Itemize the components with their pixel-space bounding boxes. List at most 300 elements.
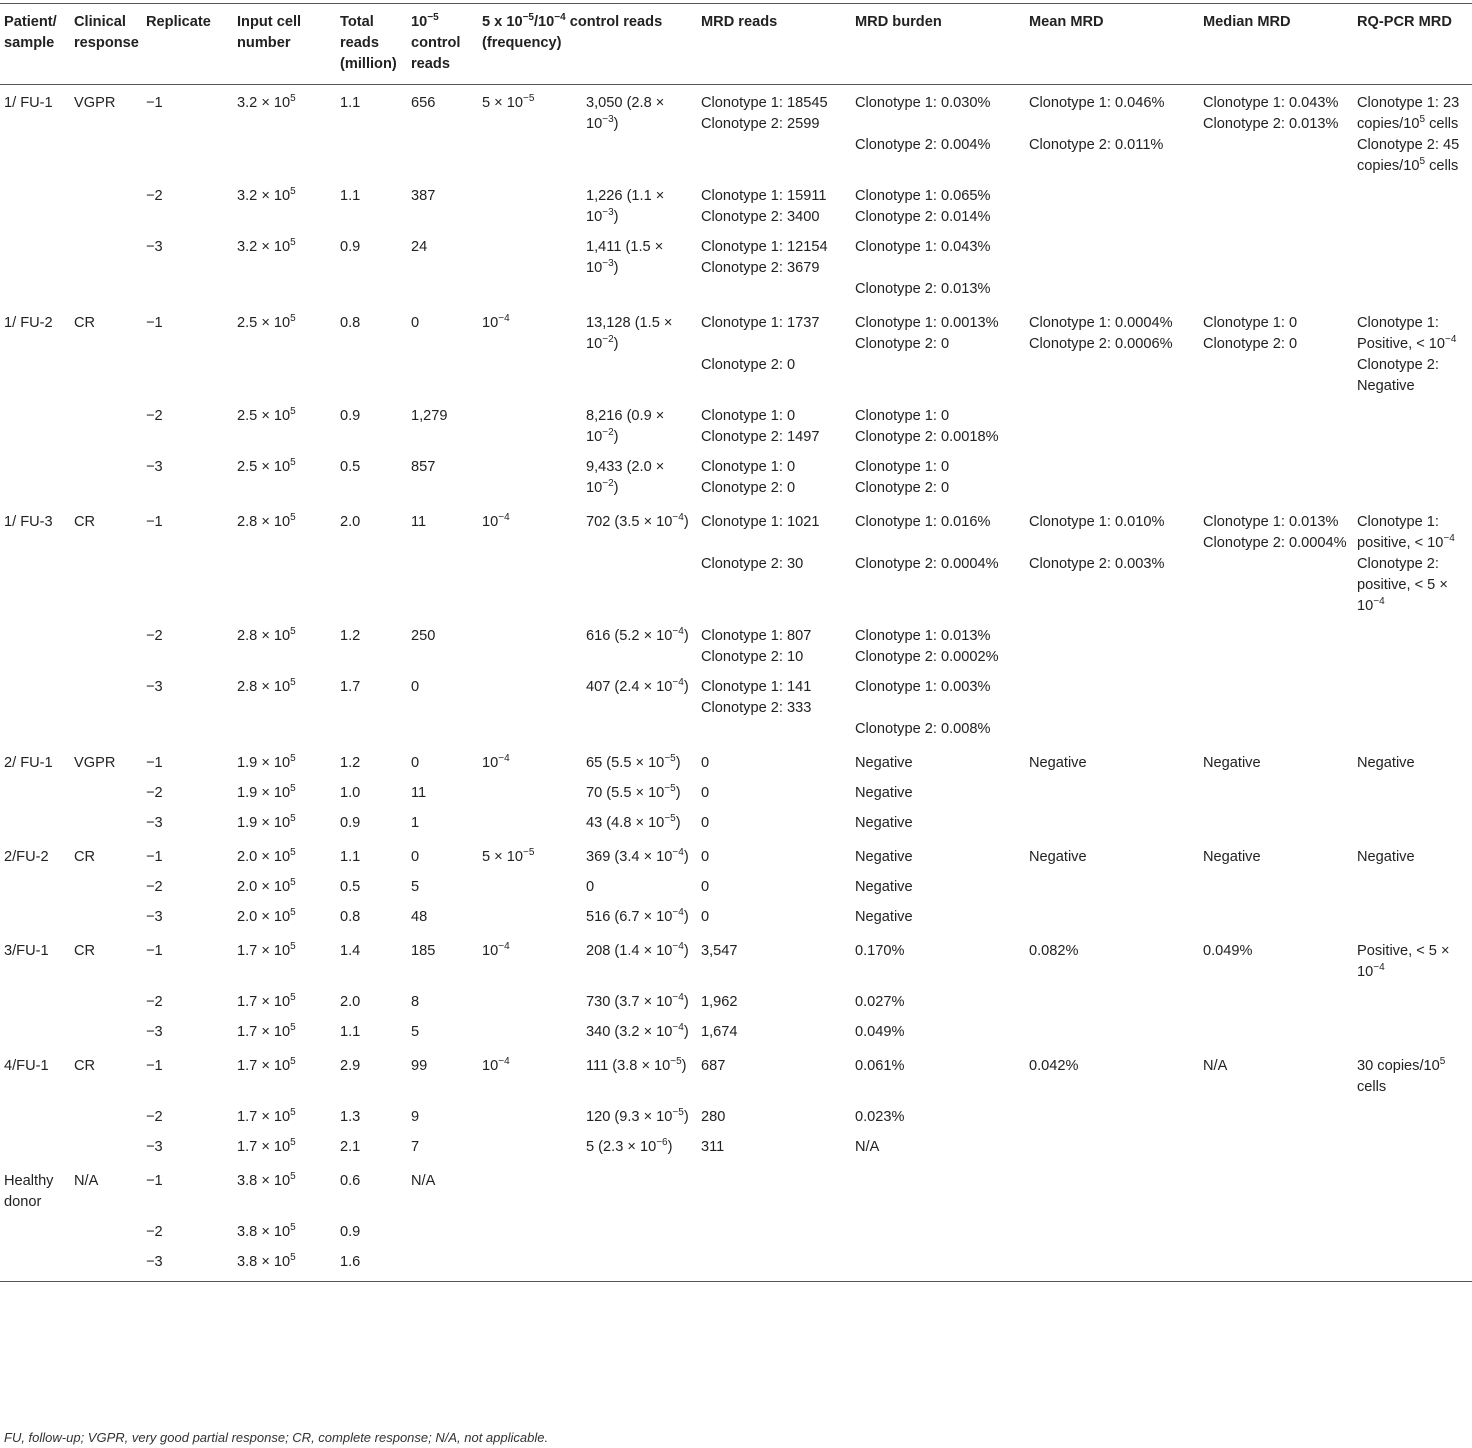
cell-patient xyxy=(0,1218,70,1248)
table-row xyxy=(0,779,1472,809)
cell-line xyxy=(855,114,1023,135)
cell-burden xyxy=(851,1103,1025,1133)
cell-total: 0.6 xyxy=(340,1173,361,1189)
cell-mrdreads xyxy=(697,1018,851,1048)
cell-freq xyxy=(582,1163,697,1218)
cell-ctrl5: N/A xyxy=(411,1173,436,1189)
cell-replicate: −2 xyxy=(146,188,163,204)
cell-replicate: −2 xyxy=(146,628,163,644)
cell-burden xyxy=(851,903,1025,933)
header-replicate: Replicate xyxy=(142,4,233,85)
table-row xyxy=(0,504,1472,622)
cell-burden xyxy=(851,402,1025,453)
cell-line: Negative xyxy=(1357,755,1415,771)
cell-rqpcr xyxy=(1353,1163,1472,1218)
cell-line: Clonotype 2: 3679 xyxy=(701,260,820,276)
cell-total: 0.9 xyxy=(340,815,361,831)
cell-mean xyxy=(1025,903,1199,933)
cell-line: Clonotype 2: 0 xyxy=(1203,336,1298,352)
cell-mrdreads xyxy=(697,305,851,402)
cell-mrdreads xyxy=(697,85,851,183)
cell-patient xyxy=(0,622,70,673)
cell-ctrl5: 24 xyxy=(411,239,428,255)
cell-response xyxy=(70,233,142,305)
cell-line: Clonotype 2: 0.0004% xyxy=(1203,535,1347,551)
cell-mean xyxy=(1025,988,1199,1018)
cell-mrdreads xyxy=(697,622,851,673)
cell-line: Clonotype 2: 0.003% xyxy=(1029,556,1165,572)
cell-patient xyxy=(0,1018,70,1048)
cell-rqpcr xyxy=(1353,673,1472,745)
cell-input: $1.7 \times 10^5$ xyxy=(237,1056,296,1074)
cell-replicate: −1 xyxy=(146,1058,163,1074)
cell-line: Clonotype 1: 0.046% xyxy=(1029,95,1165,111)
cell-ctrl5: 1 xyxy=(411,815,420,831)
table-row xyxy=(0,933,1472,988)
cell-line: Negative xyxy=(855,755,913,771)
cell-freq: 516 $(6.7 \times 10^{-4})$ xyxy=(586,907,689,925)
cell-median xyxy=(1199,1048,1353,1103)
cell-patient: Healthy donor xyxy=(4,1173,54,1210)
cell-line: 30 copies/$10^5$ cells xyxy=(1357,1056,1446,1095)
table-row xyxy=(0,745,1472,779)
cell-mean xyxy=(1025,504,1199,622)
cell-freqlevel: $10^{-4}$ xyxy=(482,512,510,530)
cell-line: Clonotype 1: 807 xyxy=(701,628,812,644)
table-row xyxy=(0,1163,1472,1218)
cell-median xyxy=(1199,1103,1353,1133)
cell-median xyxy=(1199,988,1353,1018)
cell-line xyxy=(1029,533,1197,554)
cell-mrdreads xyxy=(697,779,851,809)
cell-input: $2.8 \times 10^5$ xyxy=(237,677,296,695)
cell-median xyxy=(1199,779,1353,809)
cell-line: Clonotype 1: 23 copies/$10^5$ cells xyxy=(1357,95,1460,132)
header-ctrl5: $10^{-5}$ control reads xyxy=(407,4,478,85)
cell-line: Clonotype 1: 18545 xyxy=(701,95,828,111)
cell-rqpcr xyxy=(1353,933,1472,988)
cell-input: $3.8 \times 10^5$ xyxy=(237,1222,296,1240)
cell-line: Clonotype 1: 0.0004% xyxy=(1029,315,1173,331)
cell-line: Negative xyxy=(855,785,913,801)
cell-mean xyxy=(1025,233,1199,305)
cell-freqlevel xyxy=(478,1018,582,1048)
cell-input: $3.2 \times 10^5$ xyxy=(237,93,296,111)
cell-input: $2.0 \times 10^5$ xyxy=(237,907,296,925)
cell-response: CR xyxy=(74,514,96,530)
cell-total: 1.2 xyxy=(340,628,361,644)
cell-total: 1.1 xyxy=(340,188,361,204)
cell-input: $3.8 \times 10^5$ xyxy=(237,1171,296,1189)
table-row xyxy=(0,1218,1472,1248)
cell-mrdreads xyxy=(697,453,851,504)
cell-total: 0.9 xyxy=(340,408,361,424)
cell-response xyxy=(70,673,142,745)
cell-input: $3.2 \times 10^5$ xyxy=(237,186,296,204)
cell-response xyxy=(70,903,142,933)
cell-ctrl5 xyxy=(407,1248,478,1282)
cell-line: Clonotype 1: Positive, < $10^{-4}$ xyxy=(1357,315,1457,352)
header-freq: 5 x $10^{-5}/10^{-4}$ control reads (frequency) xyxy=(478,4,697,85)
cell-median xyxy=(1199,402,1353,453)
cell-input: $3.8 \times 10^5$ xyxy=(233,1248,336,1282)
cell-line: Clonotype 2: 0.0018% xyxy=(855,429,999,445)
cell-mrdreads xyxy=(697,182,851,233)
cell-patient xyxy=(0,1103,70,1133)
cell-total: 1.4 xyxy=(340,943,361,959)
cell-ctrl5: 5 xyxy=(411,879,420,895)
cell-line: Clonotype 1: 0 xyxy=(855,459,950,475)
cell-burden xyxy=(851,85,1025,183)
cell-line xyxy=(701,334,849,355)
cell-replicate: −2 xyxy=(146,408,163,424)
cell-line xyxy=(855,698,1023,719)
cell-response xyxy=(70,1218,142,1248)
cell-ctrl5: 1,279 xyxy=(411,408,448,424)
table-row xyxy=(0,233,1472,305)
cell-line xyxy=(1029,114,1197,135)
cell-total: 2.9 xyxy=(340,1058,361,1074)
cell-burden xyxy=(851,1163,1025,1218)
cell-ctrl5: 0 xyxy=(411,679,420,695)
cell-median xyxy=(1199,622,1353,673)
cell-burden xyxy=(851,182,1025,233)
cell-response xyxy=(70,809,142,839)
cell-ctrl5: 48 xyxy=(411,909,428,925)
cell-line: Clonotype 1: 0 xyxy=(701,459,796,475)
cell-median xyxy=(1199,1133,1353,1163)
cell-freq: 3,050 $(2.8 \times 10^{-3})$ xyxy=(586,95,665,132)
cell-mrdreads xyxy=(697,988,851,1018)
cell-mrdreads xyxy=(697,1218,851,1248)
cell-mrdreads xyxy=(697,809,851,839)
cell-median xyxy=(1199,305,1353,402)
cell-patient xyxy=(0,673,70,745)
cell-line: 0 xyxy=(701,879,710,895)
cell-line: Clonotype 1: 0 xyxy=(701,408,796,424)
cell-mean xyxy=(1025,622,1199,673)
cell-line: Clonotype 2: 30 xyxy=(701,556,804,572)
cell-response xyxy=(70,1133,142,1163)
cell-rqpcr xyxy=(1353,402,1472,453)
cell-response xyxy=(70,1018,142,1048)
cell-freq: 13,128 $(1.5 \times 10^{-2})$ xyxy=(586,315,673,352)
cell-burden xyxy=(851,779,1025,809)
header-mrdreads: MRD reads xyxy=(697,4,851,85)
cell-total: 1.2 xyxy=(340,755,361,771)
cell-input: $2.5 \times 10^5$ xyxy=(237,406,296,424)
cell-rqpcr xyxy=(1353,622,1472,673)
table-row xyxy=(0,85,1472,183)
cell-mean xyxy=(1025,839,1199,873)
cell-burden xyxy=(851,233,1025,305)
cell-total: 1.7 xyxy=(340,679,361,695)
cell-freqlevel xyxy=(478,1163,582,1218)
cell-rqpcr xyxy=(1353,305,1472,402)
cell-ctrl5: 9 xyxy=(411,1109,420,1125)
cell-total: 0.9 xyxy=(340,1224,361,1240)
table-row xyxy=(0,1103,1472,1133)
cell-line: 687 xyxy=(701,1058,726,1074)
cell-freq: 65 $(5.5 \times 10^{-5})$ xyxy=(586,753,681,771)
cell-input: $2.8 \times 10^5$ xyxy=(237,626,296,644)
cell-freq: 1,226 $(1.1 \times 10^{-3})$ xyxy=(586,188,665,225)
cell-median xyxy=(1199,1248,1353,1282)
cell-line xyxy=(701,533,849,554)
cell-freqlevel: $10^{-4}$ xyxy=(482,941,510,959)
header-total: Total reads (million) xyxy=(336,4,407,85)
cell-ctrl5: 7 xyxy=(411,1139,420,1155)
table-row xyxy=(0,1133,1472,1163)
cell-response: CR xyxy=(74,943,96,959)
cell-ctrl5: 11 xyxy=(411,514,427,530)
cell-freq: 5 $(2.3 \times 10^{-6})$ xyxy=(586,1137,673,1155)
cell-response xyxy=(70,779,142,809)
cell-line: Clonotype 1: positive, < $10^{-4}$ xyxy=(1357,514,1455,551)
cell-replicate: −1 xyxy=(146,1173,163,1189)
cell-ctrl5: 656 xyxy=(411,95,436,111)
cell-burden xyxy=(851,839,1025,873)
cell-total: 2.0 xyxy=(340,994,361,1010)
cell-freq: 616 $(5.2 \times 10^{-4})$ xyxy=(586,626,689,644)
cell-line: Clonotype 2: 0.004% xyxy=(855,137,991,153)
cell-mrdreads xyxy=(697,1048,851,1103)
cell-mrdreads xyxy=(697,903,851,933)
cell-rqpcr xyxy=(1353,873,1472,903)
cell-line: Clonotype 2: positive, < $5 \times 10^{-4}$ xyxy=(1357,556,1448,614)
cell-mean xyxy=(1025,1103,1199,1133)
cell-line: 3,547 xyxy=(701,943,738,959)
cell-freq: 208 $(1.4 \times 10^{-4})$ xyxy=(586,941,689,959)
cell-total: 1.1 xyxy=(340,849,361,865)
cell-line: Clonotype 1: 0.043% xyxy=(855,239,991,255)
table-row xyxy=(0,673,1472,745)
cell-mrdreads xyxy=(697,933,851,988)
cell-ctrl5: 250 xyxy=(411,628,436,644)
cell-replicate: −1 xyxy=(146,95,163,111)
table-row xyxy=(0,1018,1472,1048)
cell-input: $2.5 \times 10^5$ xyxy=(237,313,296,331)
cell-mean xyxy=(1025,933,1199,988)
cell-burden xyxy=(851,305,1025,402)
cell-total: 1.3 xyxy=(340,1109,361,1125)
cell-total: 2.1 xyxy=(340,1139,361,1155)
cell-mean xyxy=(1025,1048,1199,1103)
cell-line: Clonotype 2: 0.008% xyxy=(855,721,991,737)
cell-median xyxy=(1199,453,1353,504)
cell-line: Clonotype 1: 0.016% xyxy=(855,514,991,530)
cell-mrdreads xyxy=(697,233,851,305)
cell-line: 311 xyxy=(701,1139,725,1155)
cell-input: $2.8 \times 10^5$ xyxy=(237,512,296,530)
cell-freq: 9,433 $(2.0 \times 10^{-2})$ xyxy=(586,459,665,496)
cell-line: Clonotype 1: 1737 xyxy=(701,315,820,331)
cell-replicate: −1 xyxy=(146,514,163,530)
cell-ctrl5: 0 xyxy=(411,315,420,331)
cell-rqpcr xyxy=(1353,1048,1472,1103)
cell-line: Clonotype 2: 10 xyxy=(701,649,804,665)
cell-line: Clonotype 2: 0.0006% xyxy=(1029,336,1173,352)
cell-input: $1.7 \times 10^5$ xyxy=(237,1022,296,1040)
cell-line: 0 xyxy=(701,909,710,925)
cell-median xyxy=(1199,903,1353,933)
cell-replicate: −3 xyxy=(146,679,163,695)
cell-patient xyxy=(0,809,70,839)
cell-replicate: −2 xyxy=(146,1224,163,1240)
table-row xyxy=(0,809,1472,839)
cell-line: Clonotype 2: 2599 xyxy=(701,116,820,132)
cell-line: Negative xyxy=(855,849,913,865)
cell-ctrl5: 11 xyxy=(411,785,427,801)
cell-median xyxy=(1199,233,1353,305)
table-row xyxy=(0,622,1472,673)
cell-burden xyxy=(851,933,1025,988)
cell-line: 0.082% xyxy=(1029,943,1079,959)
cell-line: Clonotype 1: 1021 xyxy=(701,514,820,530)
cell-mrdreads xyxy=(697,1103,851,1133)
cell-total: 0.8 xyxy=(340,315,361,331)
cell-patient xyxy=(0,1133,70,1163)
cell-line: Clonotype 2: 45 copies/$10^5$ cells xyxy=(1357,137,1460,174)
cell-response xyxy=(70,622,142,673)
cell-rqpcr xyxy=(1353,745,1472,779)
cell-replicate: −3 xyxy=(146,1024,163,1040)
cell-freqlevel: $10^{-4}$ xyxy=(482,1056,510,1074)
cell-response xyxy=(70,453,142,504)
cell-ctrl5: 857 xyxy=(411,459,436,475)
cell-input: $2.0 \times 10^5$ xyxy=(237,847,296,865)
cell-mrdreads xyxy=(697,1133,851,1163)
cell-line: Clonotype 1: 0.065% xyxy=(855,188,991,204)
cell-line: Clonotype 1: 0.030% xyxy=(855,95,991,111)
cell-median xyxy=(1199,1163,1353,1218)
cell-mrdreads xyxy=(697,402,851,453)
table-row xyxy=(0,182,1472,233)
cell-line: 0.049% xyxy=(1203,943,1253,959)
cell-line: Negative xyxy=(855,815,913,831)
cell-freq: 70 $(5.5 \times 10^{-5})$ xyxy=(586,783,681,801)
cell-response: CR xyxy=(74,1058,96,1074)
cell-total: 1.0 xyxy=(340,785,361,801)
cell-mean xyxy=(1025,453,1199,504)
cell-line: 0 xyxy=(701,849,710,865)
header-row xyxy=(0,4,1472,85)
cell-patient: 2/FU-2 xyxy=(4,849,49,865)
cell-freqlevel xyxy=(478,988,582,1018)
cell-rqpcr xyxy=(1353,839,1472,873)
cell-replicate: −3 xyxy=(146,1139,163,1155)
cell-burden xyxy=(851,873,1025,903)
cell-replicate: −2 xyxy=(146,879,163,895)
cell-response: CR xyxy=(74,315,96,331)
header-rqpcr: RQ-PCR MRD xyxy=(1353,4,1472,85)
cell-line: Clonotype 2: 0.013% xyxy=(1203,116,1339,132)
cell-rqpcr xyxy=(1353,1218,1472,1248)
cell-line: Clonotype 2: 0 xyxy=(701,357,796,373)
table-row xyxy=(0,305,1472,402)
cell-freqlevel xyxy=(478,1103,582,1133)
cell-burden xyxy=(851,1018,1025,1048)
cell-line: Negative xyxy=(855,879,913,895)
cell-mean xyxy=(1025,305,1199,402)
cell-mean xyxy=(1025,1163,1199,1218)
cell-rqpcr xyxy=(1353,1018,1472,1048)
cell-patient xyxy=(0,182,70,233)
table-row xyxy=(0,873,1472,903)
header-burden: MRD burden xyxy=(851,4,1025,85)
cell-total: 1.6 xyxy=(336,1248,407,1282)
cell-line: Clonotype 1: 0.013% xyxy=(1203,514,1339,530)
cell-mean xyxy=(1025,85,1199,183)
header-median: Median MRD xyxy=(1199,4,1353,85)
cell-ctrl5: 0 xyxy=(411,755,420,771)
cell-total: 0.9 xyxy=(340,239,361,255)
cell-response xyxy=(70,988,142,1018)
cell-replicate: −2 xyxy=(146,994,163,1010)
cell-replicate: −3 xyxy=(146,239,163,255)
cell-freq: 43 $(4.8 \times 10^{-5})$ xyxy=(586,813,681,831)
cell-line: Clonotype 2: 0.014% xyxy=(855,209,991,225)
cell-freq: 702 $(3.5 \times 10^{-4})$ xyxy=(586,512,689,530)
cell-input: $3.2 \times 10^5$ xyxy=(237,237,296,255)
cell-freqlevel xyxy=(478,903,582,933)
cell-burden xyxy=(851,1048,1025,1103)
cell-input: $2.5 \times 10^5$ xyxy=(237,457,296,475)
cell-input: $1.9 \times 10^5$ xyxy=(237,783,296,801)
cell-burden xyxy=(851,988,1025,1018)
table-body xyxy=(0,85,1472,1282)
cell-median xyxy=(1199,673,1353,745)
cell-freqlevel xyxy=(478,1133,582,1163)
cell-input: $1.9 \times 10^5$ xyxy=(237,753,296,771)
cell-freq: 340 $(3.2 \times 10^{-4})$ xyxy=(586,1022,689,1040)
cell-mean xyxy=(1025,182,1199,233)
cell-line: 0.061% xyxy=(855,1058,905,1074)
cell-line: Clonotype 1: 0 xyxy=(855,408,950,424)
cell-replicate: −3 xyxy=(146,459,163,475)
cell-freqlevel xyxy=(478,402,582,453)
cell-freq: 730 $(3.7 \times 10^{-4})$ xyxy=(586,992,689,1010)
cell-median xyxy=(1199,85,1353,183)
cell-mean xyxy=(1025,673,1199,745)
cell-mrdreads xyxy=(697,673,851,745)
cell-response xyxy=(70,1248,142,1282)
table-row xyxy=(0,839,1472,873)
header-response: Clinical response xyxy=(70,4,142,85)
cell-total: 1.1 xyxy=(340,95,361,111)
cell-patient xyxy=(0,988,70,1018)
cell-patient: 1/ FU-3 xyxy=(4,514,53,530)
cell-input: $2.0 \times 10^5$ xyxy=(237,877,296,895)
cell-mean xyxy=(1025,402,1199,453)
cell-freq: 111 $(3.8 \times 10^{-5})$ xyxy=(586,1056,687,1074)
cell-patient xyxy=(0,1248,70,1282)
cell-line: 280 xyxy=(701,1109,726,1125)
cell-ctrl5: 387 xyxy=(411,188,436,204)
cell-line: Clonotype 2: 0 xyxy=(701,480,796,496)
table-row xyxy=(0,1048,1472,1103)
cell-line: Negative xyxy=(1029,755,1087,771)
cell-input: $1.7 \times 10^5$ xyxy=(237,941,296,959)
cell-mrdreads xyxy=(697,1163,851,1218)
cell-replicate: −1 xyxy=(146,315,163,331)
cell-burden xyxy=(851,1248,1025,1282)
cell-line: Clonotype 2: 333 xyxy=(701,700,812,716)
cell-line: 0.042% xyxy=(1029,1058,1079,1074)
header-mean: Mean MRD xyxy=(1025,4,1199,85)
cell-rqpcr xyxy=(1353,453,1472,504)
cell-patient: 1/ FU-1 xyxy=(4,95,53,111)
